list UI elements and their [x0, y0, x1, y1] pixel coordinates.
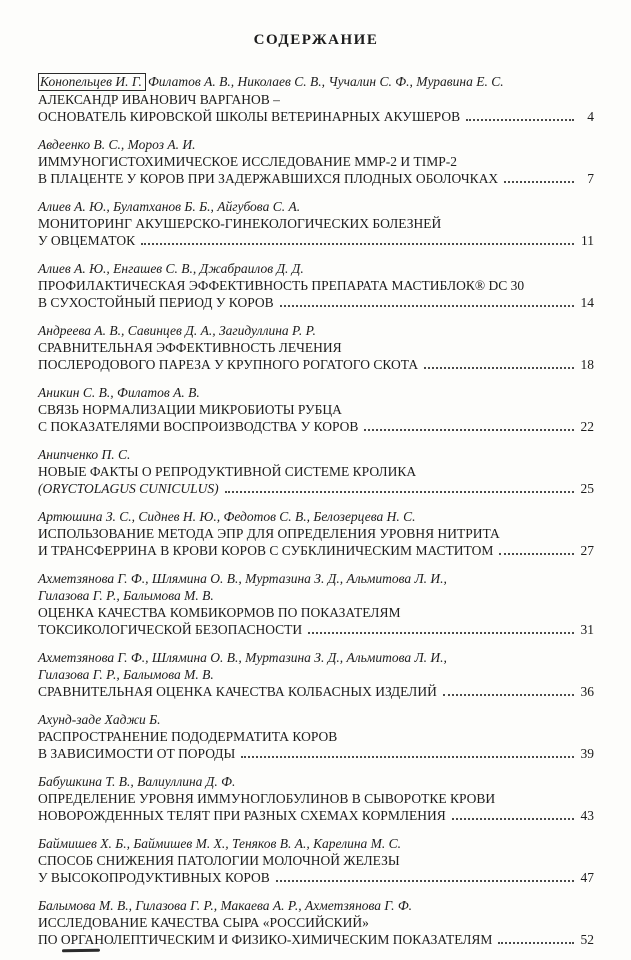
title-text: ОПРЕДЕЛЕНИЕ УРОВНЯ ИММУНОГЛОБУЛИНОВ В СЫВОРОТКЕ КРОВИ	[38, 791, 496, 806]
entry-title-block	[38, 914, 594, 948]
toc-entry	[38, 570, 594, 638]
entry-authors	[38, 136, 594, 153]
authors-line: Гилазова Г. Р., Балымова М. В.	[38, 588, 214, 603]
authors-line: Балымова М. В., Гилазова Г. Р., Макаева А. Р., Ахметзянова Г. Ф.	[38, 898, 413, 913]
dotted-leader	[364, 429, 574, 431]
dotted-leader	[241, 756, 574, 758]
page-number: 43	[580, 808, 594, 823]
authors-line: Ахунд-заде Хаджи Б.	[38, 712, 161, 727]
title-line	[38, 294, 594, 311]
title-line	[38, 170, 594, 187]
dotted-leader	[498, 942, 574, 944]
title-text: СПОСОБ СНИЖЕНИЯ ПАТОЛОГИИ МОЛОЧНОЙ ЖЕЛЕЗЫ	[38, 853, 400, 868]
page-number: 27	[580, 543, 594, 558]
dotted-leader	[308, 632, 574, 634]
title-line	[38, 852, 594, 869]
title-text: У ВЫСОКОПРОДУКТИВНЫХ КОРОВ	[38, 870, 270, 885]
entry-authors	[38, 570, 594, 604]
toc-entry	[38, 773, 594, 824]
page-number: 18	[580, 357, 594, 372]
entry-title-block	[38, 339, 594, 373]
title-text: ТОКСИКОЛОГИЧЕСКОЙ БЕЗОПАСНОСТИ	[38, 622, 303, 637]
entry-authors	[38, 649, 594, 683]
title-line	[38, 683, 594, 700]
toc-entry	[38, 136, 594, 187]
title-text: ПО ОРГАНОЛЕПТИЧЕСКИМ И ФИЗИКО-ХИМИЧЕСКИМ ПОКАЗАТЕЛЯМ	[38, 932, 493, 947]
title-line	[38, 869, 594, 886]
title-line	[38, 914, 594, 931]
title-text: С ПОКАЗАТЕЛЯМИ ВОСПРОИЗВОДСТВА У КОРОВ	[38, 419, 359, 434]
dotted-leader	[225, 491, 574, 493]
dotted-leader	[276, 880, 574, 882]
entry-title-block	[38, 683, 594, 700]
title-line	[38, 525, 594, 542]
entry-authors	[38, 73, 594, 91]
entry-authors	[38, 260, 594, 277]
toc-entry	[38, 508, 594, 559]
toc-entry	[38, 322, 594, 373]
entry-title-block	[38, 852, 594, 886]
title-line	[38, 339, 594, 356]
page-number: 39	[580, 746, 594, 761]
dotted-leader	[443, 694, 574, 696]
entry-authors	[38, 897, 594, 914]
page-number: 7	[587, 171, 594, 186]
title-line	[38, 621, 594, 638]
toc-entries	[38, 73, 594, 948]
title-line	[38, 401, 594, 418]
title-line	[38, 807, 594, 824]
page-number: 14	[580, 295, 594, 310]
entry-title-block	[38, 215, 594, 249]
authors-line: Авдеенко В. С., Мороз А. И.	[38, 137, 196, 152]
authors-line: Аникин С. В., Филатов А. В.	[38, 385, 200, 400]
title-line	[38, 356, 594, 373]
authors-line: Бабушкина Т. В., Валиуллина Д. Ф.	[38, 774, 236, 789]
toc-entry	[38, 198, 594, 249]
authors-line: Андреева А. В., Савинцев Д. А., Загидуллина Р. Р.	[38, 323, 316, 338]
toc-entry	[38, 711, 594, 762]
entry-title-block	[38, 790, 594, 824]
title-line	[38, 232, 594, 249]
page-number: 31	[580, 622, 594, 637]
toc-entry	[38, 649, 594, 700]
dotted-leader	[141, 243, 574, 245]
title-line	[38, 604, 594, 621]
title-line	[38, 91, 594, 108]
dotted-leader	[424, 367, 574, 369]
title-text: МОНИТОРИНГ АКУШЕРСКО-ГИНЕКОЛОГИЧЕСКИХ БОЛЕЗНЕЙ	[38, 216, 442, 231]
authors-line: Ахметзянова Г. Ф., Шлямина О. В., Муртазина З. Д., Альмитова Л. И.,	[38, 650, 447, 665]
authors-line: Баймишев Х. Б., Баймишев М. Х., Теняков В. А., Карелина М. С.	[38, 836, 402, 851]
authors-line: Ахметзянова Г. Ф., Шлямина О. В., Муртазина З. Д., Альмитова Л. И.,	[38, 571, 447, 586]
title-text: ИССЛЕДОВАНИЕ КАЧЕСТВА СЫРА «РОССИЙСКИЙ»	[38, 915, 369, 930]
boxed-author: Конопельцев И. Г.	[38, 73, 146, 91]
title-text: РАСПРОСТРАНЕНИЕ ПОДОДЕРМАТИТА КОРОВ	[38, 729, 338, 744]
title-text: ОСНОВАТЕЛЬ КИРОВСКОЙ ШКОЛЫ ВЕТЕРИНАРНЫХ АКУШЕРОВ	[38, 109, 461, 124]
entry-authors	[38, 198, 594, 215]
title-text: СВЯЗЬ НОРМАЛИЗАЦИИ МИКРОБИОТЫ РУБЦА	[38, 402, 342, 417]
entry-authors	[38, 384, 594, 401]
page-number: 36	[580, 684, 594, 699]
page-number: 47	[580, 870, 594, 885]
title-text: НОВОРОЖДЕННЫХ ТЕЛЯТ ПРИ РАЗНЫХ СХЕМАХ КОРМЛЕНИЯ	[38, 808, 446, 823]
title-text: В ПЛАЦЕНТЕ У КОРОВ ПРИ ЗАДЕРЖАВШИХСЯ ПЛОДНЫХ ОБОЛОЧКАХ	[38, 171, 499, 186]
entry-title-block	[38, 728, 594, 762]
title-line	[38, 745, 594, 762]
entry-authors	[38, 773, 594, 790]
toc-entry	[38, 446, 594, 497]
title-line	[38, 480, 594, 497]
page-number: 25	[580, 481, 594, 496]
toc-entry	[38, 260, 594, 311]
dotted-leader	[504, 181, 574, 183]
title-line	[38, 418, 594, 435]
entry-authors	[38, 322, 594, 339]
entry-title-block	[38, 153, 594, 187]
title-text: СРАВНИТЕЛЬНАЯ ОЦЕНКА КАЧЕСТВА КОЛБАСНЫХ ИЗДЕЛИЙ	[38, 684, 437, 699]
entry-title-block	[38, 401, 594, 435]
title-line	[38, 931, 594, 948]
title-text: И ТРАНСФЕРРИНА В КРОВИ КОРОВ С СУБКЛИНИЧЕСКИМ МАСТИТОМ	[38, 543, 494, 558]
title-text: СРАВНИТЕЛЬНАЯ ЭФФЕКТИВНОСТЬ ЛЕЧЕНИЯ	[38, 340, 342, 355]
scan-artifact	[62, 949, 100, 953]
title-text: У ОВЦЕМАТОК	[38, 233, 136, 248]
dotted-leader	[499, 553, 574, 555]
page-title: СОДЕРЖАНИЕ	[253, 32, 379, 48]
title-line	[38, 277, 594, 294]
entry-authors	[38, 446, 594, 463]
authors-line: Алиев А. Ю., Булатханов Б. Б., Айгубова С. А.	[38, 199, 301, 214]
title-line	[38, 108, 594, 125]
entry-title-block	[38, 463, 594, 497]
page-number: 4	[587, 109, 594, 124]
toc-entry	[38, 73, 594, 125]
toc-entry	[38, 835, 594, 886]
title-text: АЛЕКСАНДР ИВАНОВИЧ ВАРГАНОВ –	[38, 92, 280, 107]
title-line	[38, 728, 594, 745]
authors-line: Артюшина З. С., Сиднев Н. Ю., Федотов С. В., Белозерцева Н. С.	[38, 509, 416, 524]
authors-line: Анипченко П. С.	[38, 447, 131, 462]
authors-line: Гилазова Г. Р., Балымова М. В.	[38, 667, 214, 682]
authors-line: Алиев А. Ю., Енгашев С. В., Джабраилов Д. Д.	[38, 261, 304, 276]
title-line	[38, 463, 594, 480]
title-text: ПРОФИЛАКТИЧЕСКАЯ ЭФФЕКТИВНОСТЬ ПРЕПАРАТА МАСТИБЛОК® DC 30	[38, 278, 525, 293]
toc-entry	[38, 384, 594, 435]
dotted-leader	[280, 305, 574, 307]
title-text: НОВЫЕ ФАКТЫ О РЕПРОДУКТИВНОЙ СИСТЕМЕ КРОЛИКА	[38, 464, 417, 479]
page-number: 52	[580, 932, 594, 947]
entry-title-block	[38, 525, 594, 559]
title-line	[38, 215, 594, 232]
title-text: ОЦЕНКА КАЧЕСТВА КОМБИКОРМОВ ПО ПОКАЗАТЕЛЯМ	[38, 605, 401, 620]
entry-title-block	[38, 91, 594, 125]
title-text: (ORYCTOLAGUS CUNICULUS)	[38, 481, 219, 496]
authors-line: Конопельцев И. Г. Филатов А. В., Николаев С. В., Чучалин С. Ф., Муравина Е. С.	[40, 74, 504, 89]
page-number: 11	[581, 233, 594, 248]
entry-title-block	[38, 277, 594, 311]
entry-authors	[38, 835, 594, 852]
toc-entry	[38, 897, 594, 948]
dotted-leader	[466, 119, 574, 121]
entry-title-block	[38, 604, 594, 638]
title-line	[38, 790, 594, 807]
dotted-leader	[452, 818, 574, 820]
title-line	[38, 153, 594, 170]
entry-authors	[38, 711, 594, 728]
title-text: ИММУНОГИСТОХИМИЧЕСКОЕ ИССЛЕДОВАНИЕ ММР-2 И TIMP-2	[38, 154, 458, 169]
title-text: В ЗАВИСИМОСТИ ОТ ПОРОДЫ	[38, 746, 236, 761]
title-line	[38, 542, 594, 559]
page-number: 22	[580, 419, 594, 434]
entry-authors	[38, 508, 594, 525]
title-text: В СУХОСТОЙНЫЙ ПЕРИОД У КОРОВ	[38, 295, 274, 310]
title-text: ИСПОЛЬЗОВАНИЕ МЕТОДА ЭПР ДЛЯ ОПРЕДЕЛЕНИЯ УРОВНЯ НИТРИТА	[38, 526, 500, 541]
title-text: ПОСЛЕРОДОВОГО ПАРЕЗА У КРУПНОГО РОГАТОГО СКОТА	[38, 357, 419, 372]
